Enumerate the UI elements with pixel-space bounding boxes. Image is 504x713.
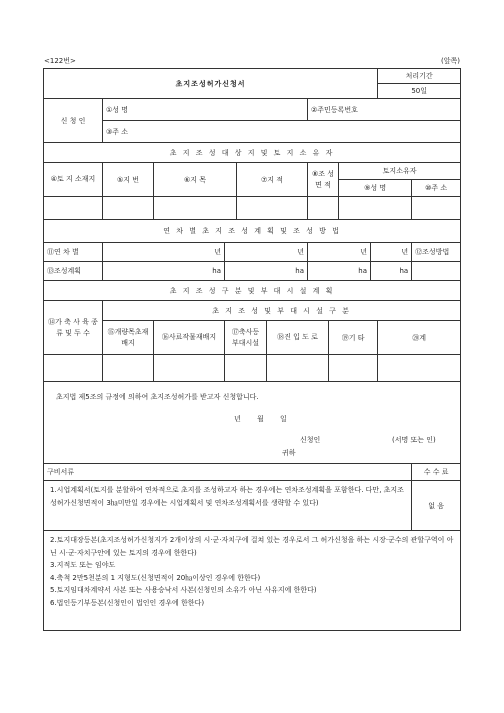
land-category-label: ⑥지 목 — [154, 163, 237, 197]
landowner-label: 토지소유자 — [339, 163, 461, 180]
land-location-label: ④토 지 소재지 — [44, 163, 103, 197]
owner-address-input[interactable] — [412, 197, 461, 220]
livestock-type-label: ⑭가 축 사 육 종 류 및 두 수 — [44, 301, 103, 355]
form-title: 초지조성허가신청서 — [44, 69, 378, 99]
year-3-field[interactable] — [308, 243, 371, 262]
method-input[interactable] — [412, 262, 461, 281]
attachment-item-4: 4.축척 2만5천분의 1 지형도(신청면적이 20㏊이상인 경우에 한한다) — [50, 573, 261, 582]
name-field[interactable] — [103, 99, 308, 121]
ha-unit: ha — [212, 267, 221, 275]
other-input[interactable] — [329, 355, 378, 382]
ha-unit: ha — [358, 267, 367, 275]
plan-label: ⑬조성계획 — [44, 262, 103, 281]
land-location-input[interactable] — [44, 197, 103, 220]
access-road-input[interactable] — [267, 355, 329, 382]
barn-facility-label: ⑰축사등 부대시설 — [225, 321, 267, 355]
owner-name-input[interactable] — [339, 197, 412, 220]
attachment-item-2: 2.토지대장등본(초지조성허가신청지가 2개이상의 시·군·자치구에 걸쳐 있는 경우로서 그 허가신청을 하는 시장·군수의 관할구역이 아닌 시·군·자치구안에 있는 토지의 경우에 한한다) — [50, 536, 454, 557]
development-area-input[interactable] — [308, 197, 339, 220]
lot-number-input[interactable] — [103, 197, 154, 220]
section-facility-plan-title: 초 지 조 성 구 분 및 부 대 시 설 계 획 — [44, 281, 461, 301]
resident-number-label: ②주민등록번호 — [311, 105, 358, 114]
year-unit: 년 — [360, 248, 367, 256]
page-side-label: (앞쪽) — [441, 57, 460, 65]
applicant-label: 신 청 인 — [44, 99, 103, 143]
total-label: ⑳계 — [378, 321, 461, 355]
attachment-list — [44, 531, 461, 631]
applicant-sign-label: 신청인 — [300, 436, 321, 444]
processing-period-value: 50일 — [378, 84, 461, 99]
application-form — [43, 68, 461, 631]
attachment-item-6: 6.법인등기부등본(신청인이 법인인 경우에 한한다) — [50, 598, 205, 607]
owner-name-label: ⑨성 명 — [339, 180, 412, 197]
facility-division-label: 초 지 조 성 및 부 대 시 설 구 분 — [103, 301, 461, 321]
lot-number-label: ⑤지 번 — [103, 163, 154, 197]
plan-1-field[interactable] — [103, 262, 225, 281]
yearly-label: ⑪연 차 별 — [44, 243, 103, 262]
declaration-text: 초지법 제5조의 규정에 의하여 초지조성허가를 받고자 신청합니다. — [56, 393, 259, 401]
section-yearly-plan-title: 연 차 별 초 지 조 성 계 획 및 조 성 방 법 — [44, 220, 461, 243]
resident-number-field[interactable] — [308, 99, 461, 121]
fee-label: 수 수 료 — [412, 464, 461, 481]
address-field[interactable] — [103, 121, 461, 143]
ha-unit: ha — [295, 267, 304, 275]
form-number: <122번> — [44, 57, 76, 65]
feed-crop-input[interactable] — [154, 355, 225, 382]
total-input[interactable] — [378, 355, 461, 382]
attachment-item-3: 3.지적도 또는 임야도 — [50, 561, 116, 569]
development-area-label: ⑧조 성 면 적 — [308, 163, 339, 197]
improved-pasture-label: ⑮개량목초재배지 — [103, 321, 154, 355]
fee-value: 없 음 — [412, 481, 461, 531]
area-input[interactable] — [237, 197, 308, 220]
year-2-field[interactable] — [225, 243, 308, 262]
year-unit: 년 — [401, 248, 409, 256]
date-line: 년 월 일 — [234, 415, 287, 423]
declaration-area — [44, 382, 461, 464]
land-category-input[interactable] — [154, 197, 237, 220]
processing-period-label: 처리기간 — [378, 69, 461, 84]
other-label: ⑲기 타 — [329, 321, 378, 355]
method-label: ⑫조성방법 — [412, 243, 461, 262]
attachments-label: 구비서류 — [44, 464, 412, 481]
address-label: ③주 소 — [106, 127, 129, 136]
year-unit: 년 — [214, 248, 221, 256]
barn-facility-input[interactable] — [225, 355, 267, 382]
attachment-item-1: 1.시업계획서(토지를 분할하여 연차적으로 초지를 조성하고자 하는 경우에는 연차조성계획을 포함한다. 다만, 초지조성허가신청면적이 3㏊미만일 경우에는 시업계획서 및 연차조성계획서를 생략할 수 있다) — [44, 481, 412, 531]
feed-crop-label: ⑯사료작물재배지 — [154, 321, 225, 355]
addressee: 귀하 — [282, 449, 296, 457]
sign-note: (서명 또는 인) — [392, 436, 436, 444]
year-4-field[interactable] — [371, 243, 412, 262]
year-unit: 년 — [297, 248, 304, 256]
livestock-type-input[interactable] — [44, 355, 103, 382]
attachment-item-5: 5.토지임대차계약서 사본 또는 사용승낙서 사본(신청인의 소유가 아닌 사유지에 한한다) — [50, 586, 317, 594]
plan-2-field[interactable] — [225, 262, 308, 281]
access-road-label: ⑱진 입 도 로 — [267, 321, 329, 355]
improved-pasture-input[interactable] — [103, 355, 154, 382]
owner-address-label: ⑩주 소 — [412, 180, 461, 197]
year-1-field[interactable] — [103, 243, 225, 262]
section-land-and-owner-title: 초 지 조 성 대 상 지 및 토 지 소 유 자 — [44, 143, 461, 163]
area-label: ⑦지 적 — [237, 163, 308, 197]
plan-4-field[interactable] — [371, 262, 412, 281]
ha-unit: ha — [399, 267, 409, 275]
name-label: ①성 명 — [106, 105, 129, 114]
plan-3-field[interactable] — [308, 262, 371, 281]
